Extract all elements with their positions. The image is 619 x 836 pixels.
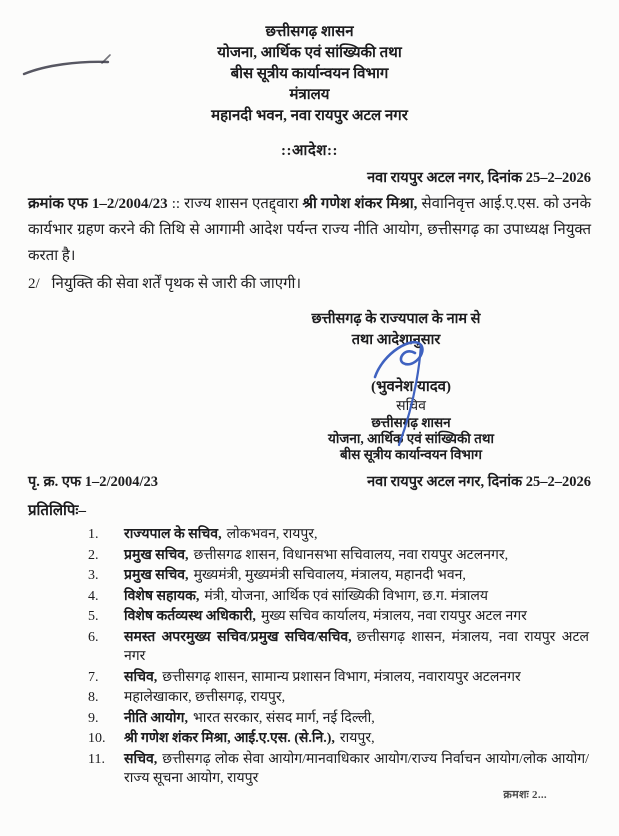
- copy-item-number: 10.: [88, 731, 106, 746]
- copy-item-text: [124, 750, 591, 789]
- by-order-block: [231, 309, 561, 351]
- by-order-line: छत्तीसगढ़ के राज्यपाल के नाम से: [311, 311, 481, 327]
- signatory-block: [261, 377, 561, 463]
- copy-item-text: [124, 607, 591, 627]
- copy-item-addressee: प्रमुख सचिव,: [124, 568, 189, 583]
- copy-item-number: 9.: [88, 710, 99, 726]
- copy-item-number: 6.: [88, 629, 99, 645]
- copy-item-number: 11.: [88, 751, 105, 767]
- clause-2: [28, 271, 591, 297]
- copy-item-address: भारत सरकार, संसद मार्ग, नई दिल्ली,: [192, 710, 375, 726]
- copy-item-address: छत्तीसगढ़ लोक सेवा आयोग/मानवाधिकार आयोग/राज्य निर्वाचन आयोग/लोक आयोग/राज्य सूचना आयोग, रायपुर: [124, 751, 589, 786]
- copy-item-text: [124, 587, 591, 607]
- signatory-org-line: बीस सूत्रीय कार्यान्वयन विभाग: [339, 447, 482, 462]
- copy-item-number: 7.: [88, 669, 99, 685]
- copy-item-text: [124, 688, 591, 708]
- continuation-note: क्रमशः 2...: [503, 789, 547, 801]
- copy-list-item: [88, 525, 591, 545]
- copy-item-addressee: विशेष सहायक,: [124, 588, 200, 604]
- copy-list-item: [88, 546, 591, 566]
- copy-item-addressee: विशेष कर्तव्यस्थ अधिकारी,: [124, 609, 256, 624]
- copy-item-address: रायपुर,: [339, 731, 375, 746]
- copy-item-address: मुख्यमंत्री, मुख्यमंत्री सचिवालय, मंत्रालय, महानदी भवन,: [193, 568, 466, 583]
- order-reference-number: क्रमांक एफ 1–2/2004/23: [28, 196, 168, 212]
- copy-item-address: लोकभवन, रायपुर,: [226, 527, 318, 542]
- signatory-designation: सचिव: [396, 399, 426, 414]
- order-title: ::आदेश::: [281, 143, 338, 159]
- copy-list-item: [88, 668, 591, 688]
- copy-item-text: [124, 525, 591, 545]
- copy-item-number: 3.: [88, 568, 99, 583]
- letterhead-line: योजना, आर्थिक एवं सांख्यिकी तथा: [217, 45, 402, 61]
- copy-item-number: 5.: [88, 609, 99, 624]
- by-order-line: तथा आदेशानुसार: [351, 332, 441, 348]
- pen-mark: [20, 50, 116, 80]
- endorsement-place-date: नवा रायपुर अटल नगर, दिनांक 25–2–2026: [367, 474, 591, 490]
- copy-item-text: [124, 566, 591, 586]
- place-date-line: नवा रायपुर अटल नगर, दिनांक 25–2–2026: [367, 170, 591, 186]
- copy-item-addressee: राज्यपाल के सचिव,: [124, 527, 222, 542]
- copy-item-text: [124, 709, 591, 729]
- letterhead-line: मंत्रालय: [289, 87, 330, 103]
- clause-2-text: नियुक्ति की सेवा शर्तें पृथक से जारी की जाएगी।: [51, 276, 302, 292]
- order-paragraph: [28, 191, 591, 269]
- copies-list: [88, 525, 591, 789]
- copy-item-address: मुख्य सचिव कार्यालय, मंत्रालय, नवा रायपुर अटल नगर: [260, 609, 527, 624]
- signatory-organisation: [261, 415, 561, 463]
- copy-list-item: [88, 566, 591, 586]
- order-intro-text: राज्य शासन एतद्द्वारा: [184, 196, 303, 212]
- copy-item-addressee: समस्त अपरमुख्य सचिव/प्रमुख सचिव/सचिव,: [124, 629, 352, 645]
- copy-list-item: [88, 587, 591, 607]
- copy-item-address: छत्तीसगढ शासन, विधानसभा सचिवालय, नवा रायपुर अटलनगर,: [193, 547, 509, 563]
- letterhead-line: बीस सूत्रीय कार्यान्वयन विभाग: [230, 66, 389, 82]
- copy-item-addressee: सचिव,: [124, 751, 158, 767]
- copy-list-item: [88, 607, 591, 627]
- copy-item-address: महालेखाकार, छत्तीसगढ़, रायपुर,: [124, 690, 286, 705]
- copy-list-item: [88, 750, 591, 789]
- copy-item-number: 1.: [88, 527, 99, 542]
- copy-item-number: 8.: [88, 690, 99, 705]
- letterhead-line: छत्तीसगढ़ शासन: [265, 24, 354, 40]
- copies-heading: प्रतिलिपिः–: [28, 503, 86, 519]
- copy-list-item: [88, 729, 591, 749]
- copy-item-address: छत्तीसगढ़ शासन, मंत्रालय, नवा रायपुर अटल नगर: [124, 629, 589, 664]
- copy-list-item: [88, 709, 591, 729]
- appointee-name: श्री गणेश शंकर मिश्रा,: [302, 196, 418, 212]
- copy-item-addressee: नीति आयोग,: [124, 710, 188, 726]
- copy-list-item: [88, 628, 591, 667]
- order-body-text: सेवानिवृत्त आई.ए.एस. को उनके कार्यभार ग्रहण करने की तिथि से आगामी आदेश पर्यन्त राज्य नीति आयोग, छत्तीसगढ़ का उपाध्यक्ष नियुक्त करता है।: [28, 196, 591, 264]
- signatory-name: (भुवनेश यादव): [370, 379, 452, 395]
- signatory-org-line: योजना, आर्थिक एवं सांख्यिकी तथा: [328, 431, 494, 446]
- clause-2-number: 2/: [28, 276, 40, 292]
- copy-item-address: छत्तीसगढ़ शासन, सामान्य प्रशासन विभाग, मंत्रालय, नवारायपुर अटलनगर: [162, 669, 521, 685]
- copy-item-addressee: प्रमुख सचिव,: [124, 547, 189, 563]
- copy-item-text: [124, 729, 591, 749]
- copy-item-addressee: श्री गणेश शंकर मिश्रा, आई.ए.एस. (से.नि.),: [124, 731, 335, 746]
- copy-item-text: [124, 628, 591, 667]
- copy-item-address: मंत्री, योजना, आर्थिक एवं सांख्यिकी विभाग, छ.ग. मंत्रालय: [204, 588, 489, 604]
- copy-item-number: 2.: [88, 547, 99, 563]
- letterhead-line: महानदी भवन, नवा रायपुर अटल नगर: [211, 108, 408, 124]
- signatory-org-line: छत्तीसगढ़ शासन: [371, 415, 451, 430]
- endorsement-reference: पृ. क्र. एफ 1–2/2004/23: [28, 474, 159, 490]
- copy-item-addressee: सचिव,: [124, 669, 158, 685]
- copy-item-number: 4.: [88, 588, 99, 604]
- endorsement-row: [28, 471, 591, 493]
- copy-item-text: [124, 546, 591, 566]
- copy-list-item: [88, 688, 591, 708]
- copy-item-text: [124, 668, 591, 688]
- order-separator: ::: [167, 196, 185, 212]
